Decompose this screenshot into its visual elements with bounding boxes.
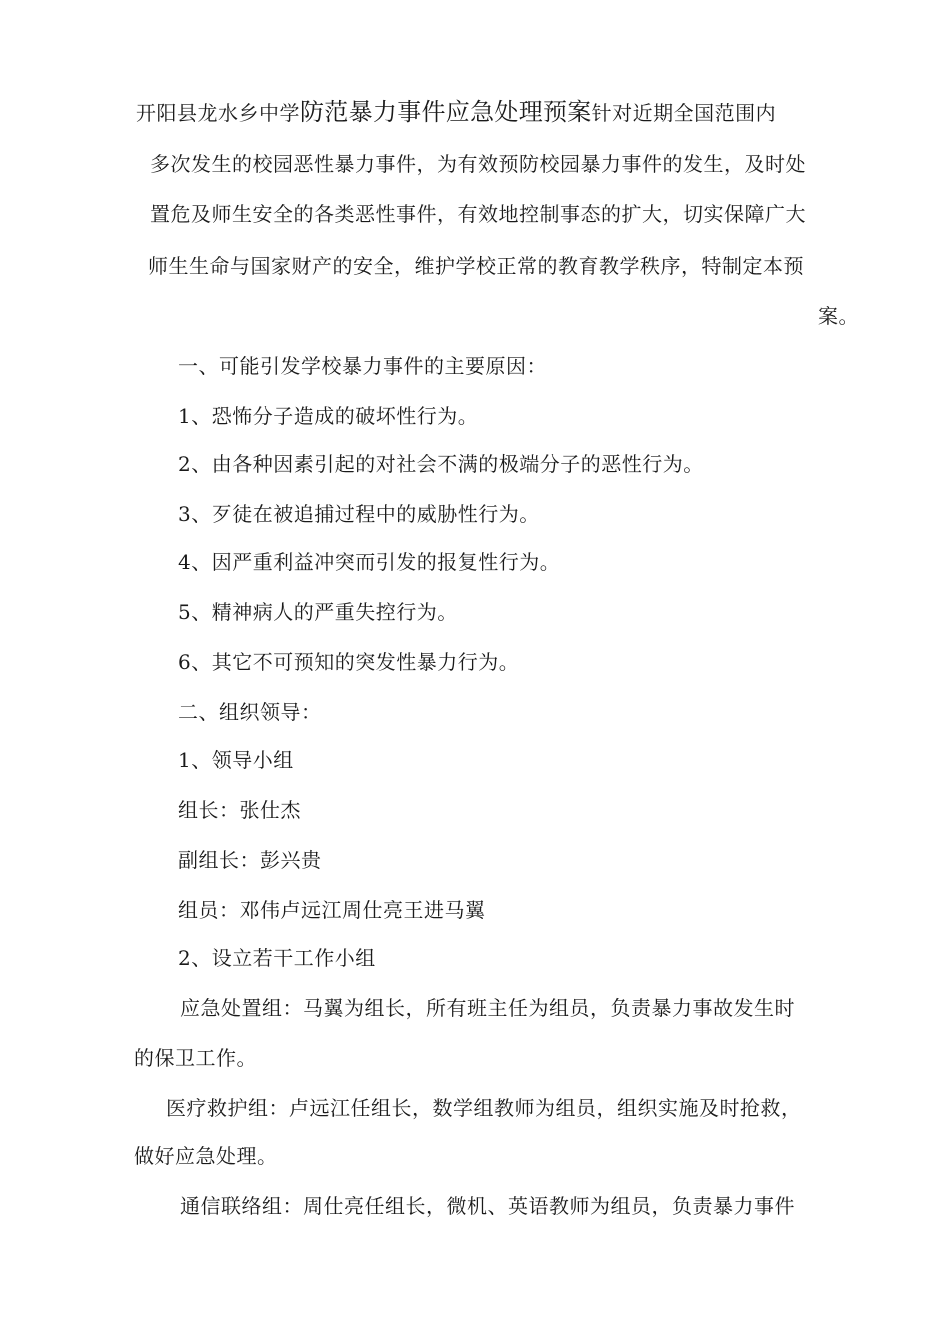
document-title: 防范暴力事件应急处理预案 (300, 98, 592, 126)
section1-item-3: 3、歹徒在被追捕过程中的威胁性行为。 (178, 502, 540, 526)
school-name: 开阳县龙水乡中学 (136, 101, 300, 125)
intro-line-5: 案。 (818, 304, 859, 328)
intro-line-3: 置危及师生安全的各类恶性事件，有效地控制事态的扩大，切实保障广大 (150, 202, 806, 226)
leader-line: 组长：张仕杰 (178, 798, 301, 822)
group3-line-1: 通信联络组：周仕亮任组长，微机、英语教师为组员，负责暴力事件 (180, 1194, 795, 1218)
group2-line-1: 医疗救护组：卢远江任组长，数学组教师为组员，组织实施及时抢救， (166, 1096, 802, 1120)
vice-leader-line: 副组长：彭兴贵 (178, 848, 322, 872)
section1-item-6: 6、其它不可预知的突发性暴力行为。 (178, 650, 520, 674)
intro-line-4: 师生生命与国家财产的安全，维护学校正常的教育教学秩序，特制定本预 (148, 254, 804, 278)
intro-line-1 (136, 98, 776, 127)
section1-item-2: 2、由各种因素引起的对社会不满的极端分子的恶性行为。 (178, 452, 704, 476)
members-line: 组员：邓伟卢远江周仕亮王进马翼 (178, 898, 486, 922)
section1-heading: 一、可能引发学校暴力事件的主要原因： (178, 354, 547, 378)
group1-line-2: 的保卫工作。 (134, 1046, 257, 1070)
group2-line-2: 做好应急处理。 (134, 1144, 278, 1168)
section2-sub2: 2、设立若干工作小组 (178, 946, 376, 970)
section1-item-4: 4、因严重利益冲突而引发的报复性行为。 (178, 550, 561, 574)
section2-sub1: 1、领导小组 (178, 748, 294, 772)
section1-item-1: 1、恐怖分子造成的破坏性行为。 (178, 404, 479, 428)
section2-heading: 二、组织领导： (178, 700, 322, 724)
section1-item-5: 5、精神病人的严重失控行为。 (178, 600, 458, 624)
intro-line-1-suffix: 针对近期全国范围内 (591, 101, 777, 125)
group1-line-1: 应急处置组：马翼为组长，所有班主任为组员，负责暴力事故发生时 (180, 996, 795, 1020)
intro-line-2: 多次发生的校园恶性暴力事件，为有效预防校园暴力事件的发生，及时处 (150, 152, 806, 176)
